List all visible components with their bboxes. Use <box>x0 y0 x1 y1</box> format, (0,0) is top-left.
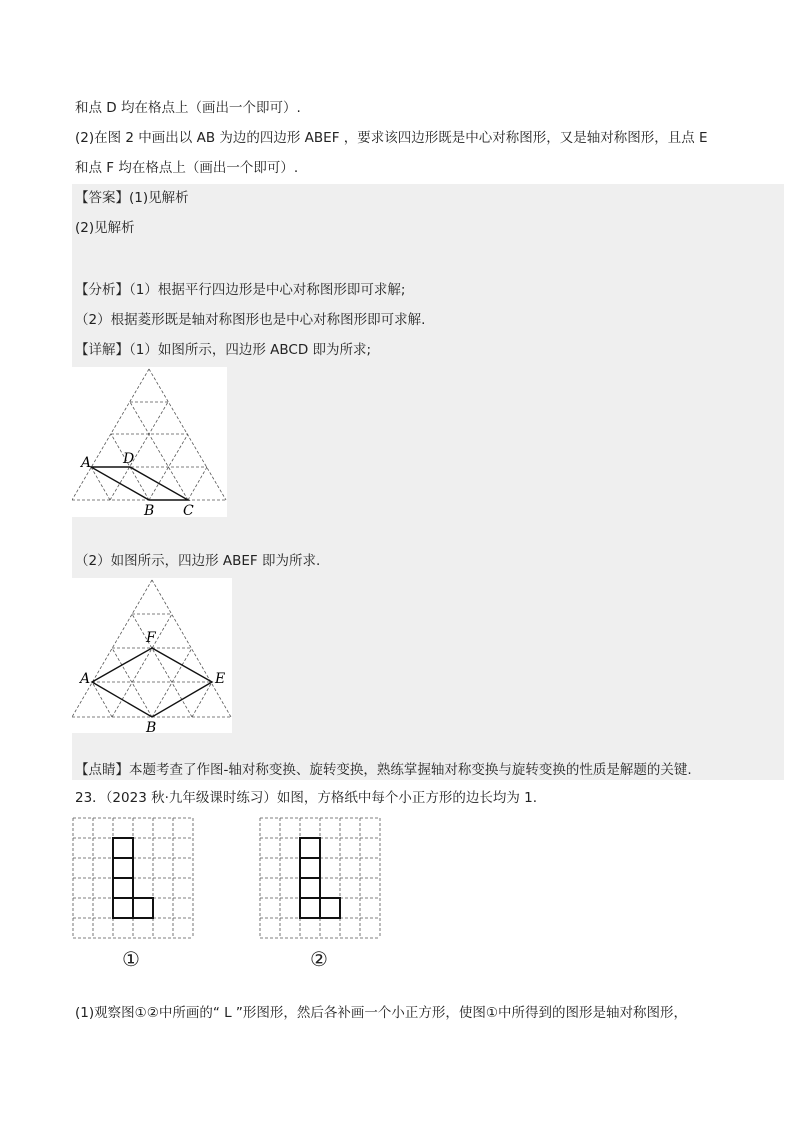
answer-label: 【答案】(1)见解析 <box>75 190 189 206</box>
figure-rhombus <box>72 578 232 733</box>
grid-2-label: ② <box>310 947 328 971</box>
grid-1-label: ① <box>122 947 140 971</box>
grid-1 <box>72 817 197 942</box>
answer-part2: (2)见解析 <box>75 220 135 236</box>
comment: 【点睛】本题考查了作图-轴对称变换、旋转变换，熟练掌握轴对称变换与旋转变换的性质是解题的关键. <box>75 762 692 778</box>
q23-part1: (1)观察图①②中所画的“ L ”形图形，然后各补画一个小正方形，使图①中所得到的图形是轴对称图形， <box>75 1005 688 1021</box>
label-E: E <box>215 671 226 687</box>
q22-line2: (2)在图 2 中画出以 AB 为边的四边形 ABEF ，要求该四边形既是中心对称图形，又是轴对称图形，且点 E <box>75 130 708 146</box>
label-F: F <box>146 630 156 646</box>
analysis-2: （2）根据菱形既是轴对称图形也是中心对称图形即可求解. <box>75 312 426 328</box>
label-A: A <box>80 671 91 687</box>
label-D: D <box>123 451 135 467</box>
detail-1: 【详解】（1）如图所示，四边形 ABCD 即为所求; <box>75 342 372 358</box>
analysis-1: 【分析】（1）根据平行四边形是中心对称图形即可求解; <box>75 282 406 298</box>
q23-title: 23．（2023 秋·九年级课时练习）如图，方格纸中每个小正方形的边长均为 1. <box>75 790 538 806</box>
grid-2 <box>259 817 384 942</box>
label-B: B <box>146 720 157 733</box>
q22-line3: 和点 F 均在格点上（画出一个即可）. <box>75 160 299 176</box>
label-C: C <box>183 503 194 517</box>
label-A: A <box>81 455 92 471</box>
figure-parallelogram <box>72 367 227 517</box>
label-B: B <box>144 503 155 517</box>
detail-2: （2）如图所示，四边形 ABEF 即为所求. <box>75 553 321 569</box>
q22-line1: 和点 D 均在格点上（画出一个即可）. <box>75 100 301 116</box>
